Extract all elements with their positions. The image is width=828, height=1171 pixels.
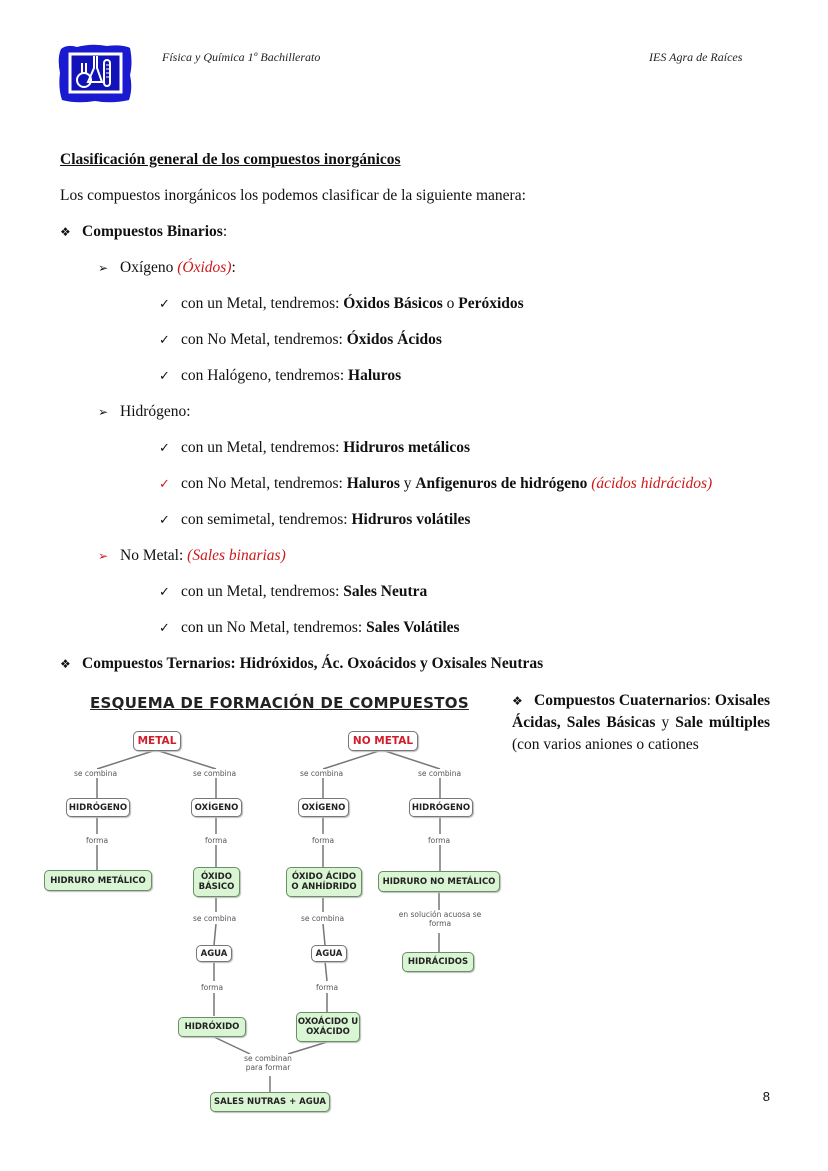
check-icon: ✓ — [159, 441, 170, 456]
label-forma: forma — [86, 836, 109, 845]
label-forma: forma — [312, 836, 335, 845]
arrow-bullet-icon: ➢ — [98, 261, 109, 275]
list-item: ✓ con No Metal, tendremos: Haluros y Anfigenuros de hidrógeno (ácidos hidrácidos) — [159, 475, 713, 492]
node-hidruro-metalico: HIDRURO METÁLICO — [44, 870, 152, 891]
arrow-bullet-icon: ➢ — [98, 549, 109, 563]
nometal-heading: ➢ No Metal: (Sales binarias) — [98, 547, 286, 564]
list-item: ✓ con semimetal, tendremos: Hidruros volátiles — [159, 511, 471, 528]
list-item: ✓ con No Metal, tendremos: Óxidos Ácidos — [159, 331, 442, 348]
node-agua: AGUA — [196, 945, 232, 962]
hidrogeno-heading: ➢ Hidrógeno: — [98, 403, 191, 420]
node-metal: METAL — [133, 731, 181, 751]
node-no-metal: NO METAL — [348, 731, 418, 751]
oxigeno-heading: ➢ Oxígeno (Óxidos): — [98, 259, 236, 276]
formation-diagram — [40, 690, 510, 1120]
node-oxido-acido: ÓXIDO ÁCIDO O ANHÍDRIDO — [286, 867, 362, 897]
label-se-combina: se combina — [300, 769, 344, 778]
list-item: ✓ con un Metal, tendremos: Sales Neutra — [159, 583, 428, 600]
node-oxigeno: OXÍGENO — [298, 798, 349, 817]
ternarios-heading: ❖ Compuestos Ternarios: Hidróxidos, Ác. Oxoácidos y Oxisales Neutras — [60, 655, 544, 672]
node-oxoacido: OXOÁCIDO U OXÁCIDO — [296, 1012, 360, 1042]
check-icon: ✓ — [159, 513, 170, 528]
label-se-combina: se combina — [193, 769, 237, 778]
flask-logo-icon — [57, 43, 133, 104]
arrow-bullet-icon: ➢ — [98, 405, 109, 419]
check-icon: ✓ — [159, 585, 170, 600]
label-se-combina: se combina — [74, 769, 118, 778]
label-forma: forma — [316, 983, 339, 992]
node-oxigeno: OXÍGENO — [191, 798, 242, 817]
node-hidruro-no-metalico: HIDRURO NO METÁLICO — [378, 871, 500, 892]
node-hidrogeno: HIDRÓGENO — [66, 798, 130, 817]
label-forma: forma — [205, 836, 228, 845]
school-logo — [57, 43, 133, 104]
label-en-solucion: en solución acuosa se forma — [392, 910, 488, 928]
label-forma: forma — [201, 983, 224, 992]
label-se-combinan: se combinan para formar — [240, 1054, 296, 1072]
label-se-combina: se combina — [418, 769, 462, 778]
list-item: ✓ con un Metal, tendremos: Hidruros metálicos — [159, 439, 470, 456]
binarios-heading: ❖ Compuestos Binarios: — [60, 223, 228, 240]
section-title: Clasificación general de los compuestos inorgánicos — [60, 151, 401, 168]
diamond-bullet-icon: ❖ — [60, 657, 71, 671]
list-item: ✓ con un No Metal, tendremos: Sales Volátiles — [159, 619, 460, 636]
label-se-combina: se combina — [193, 914, 237, 923]
diamond-bullet-icon: ❖ — [60, 225, 71, 239]
diamond-bullet-icon: ❖ — [512, 694, 523, 708]
label-forma: forma — [428, 836, 451, 845]
header-course: Física y Química 1º Bachillerato — [162, 50, 321, 64]
header-school: IES Agra de Raíces — [649, 50, 743, 64]
check-icon: ✓ — [159, 369, 170, 384]
page-number: 8 — [762, 1089, 770, 1104]
node-hidrogeno: HIDRÓGENO — [409, 798, 473, 817]
node-agua: AGUA — [311, 945, 347, 962]
list-item: ✓ con un Metal, tendremos: Óxidos Básicos o Peróxidos — [159, 295, 524, 312]
list-item: ✓ con Halógeno, tendremos: Haluros — [159, 367, 402, 384]
node-hidroxido: HIDRÓXIDO — [178, 1017, 246, 1037]
node-sales-neutras: SALES NUTRAS + AGUA — [210, 1092, 330, 1112]
node-hidracidos: HIDRÁCIDOS — [402, 952, 474, 972]
check-icon: ✓ — [159, 333, 170, 348]
cuaternarios-paragraph: ❖ Compuestos Cuaternarios: Oxisales Ácidas, Sales Básicas y Sale múltiples (con varios aniones o cationes — [512, 692, 771, 753]
node-oxido-basico: ÓXIDO BÁSICO — [193, 867, 240, 897]
check-icon: ✓ — [159, 621, 170, 636]
diagram-title: ESQUEMA DE FORMACIÓN DE COMPUESTOS — [90, 694, 469, 712]
intro-text: Los compuestos inorgánicos los podemos clasificar de la siguiente manera: — [60, 187, 526, 204]
check-icon: ✓ — [159, 477, 170, 492]
check-icon: ✓ — [159, 297, 170, 312]
label-se-combina: se combina — [301, 914, 345, 923]
